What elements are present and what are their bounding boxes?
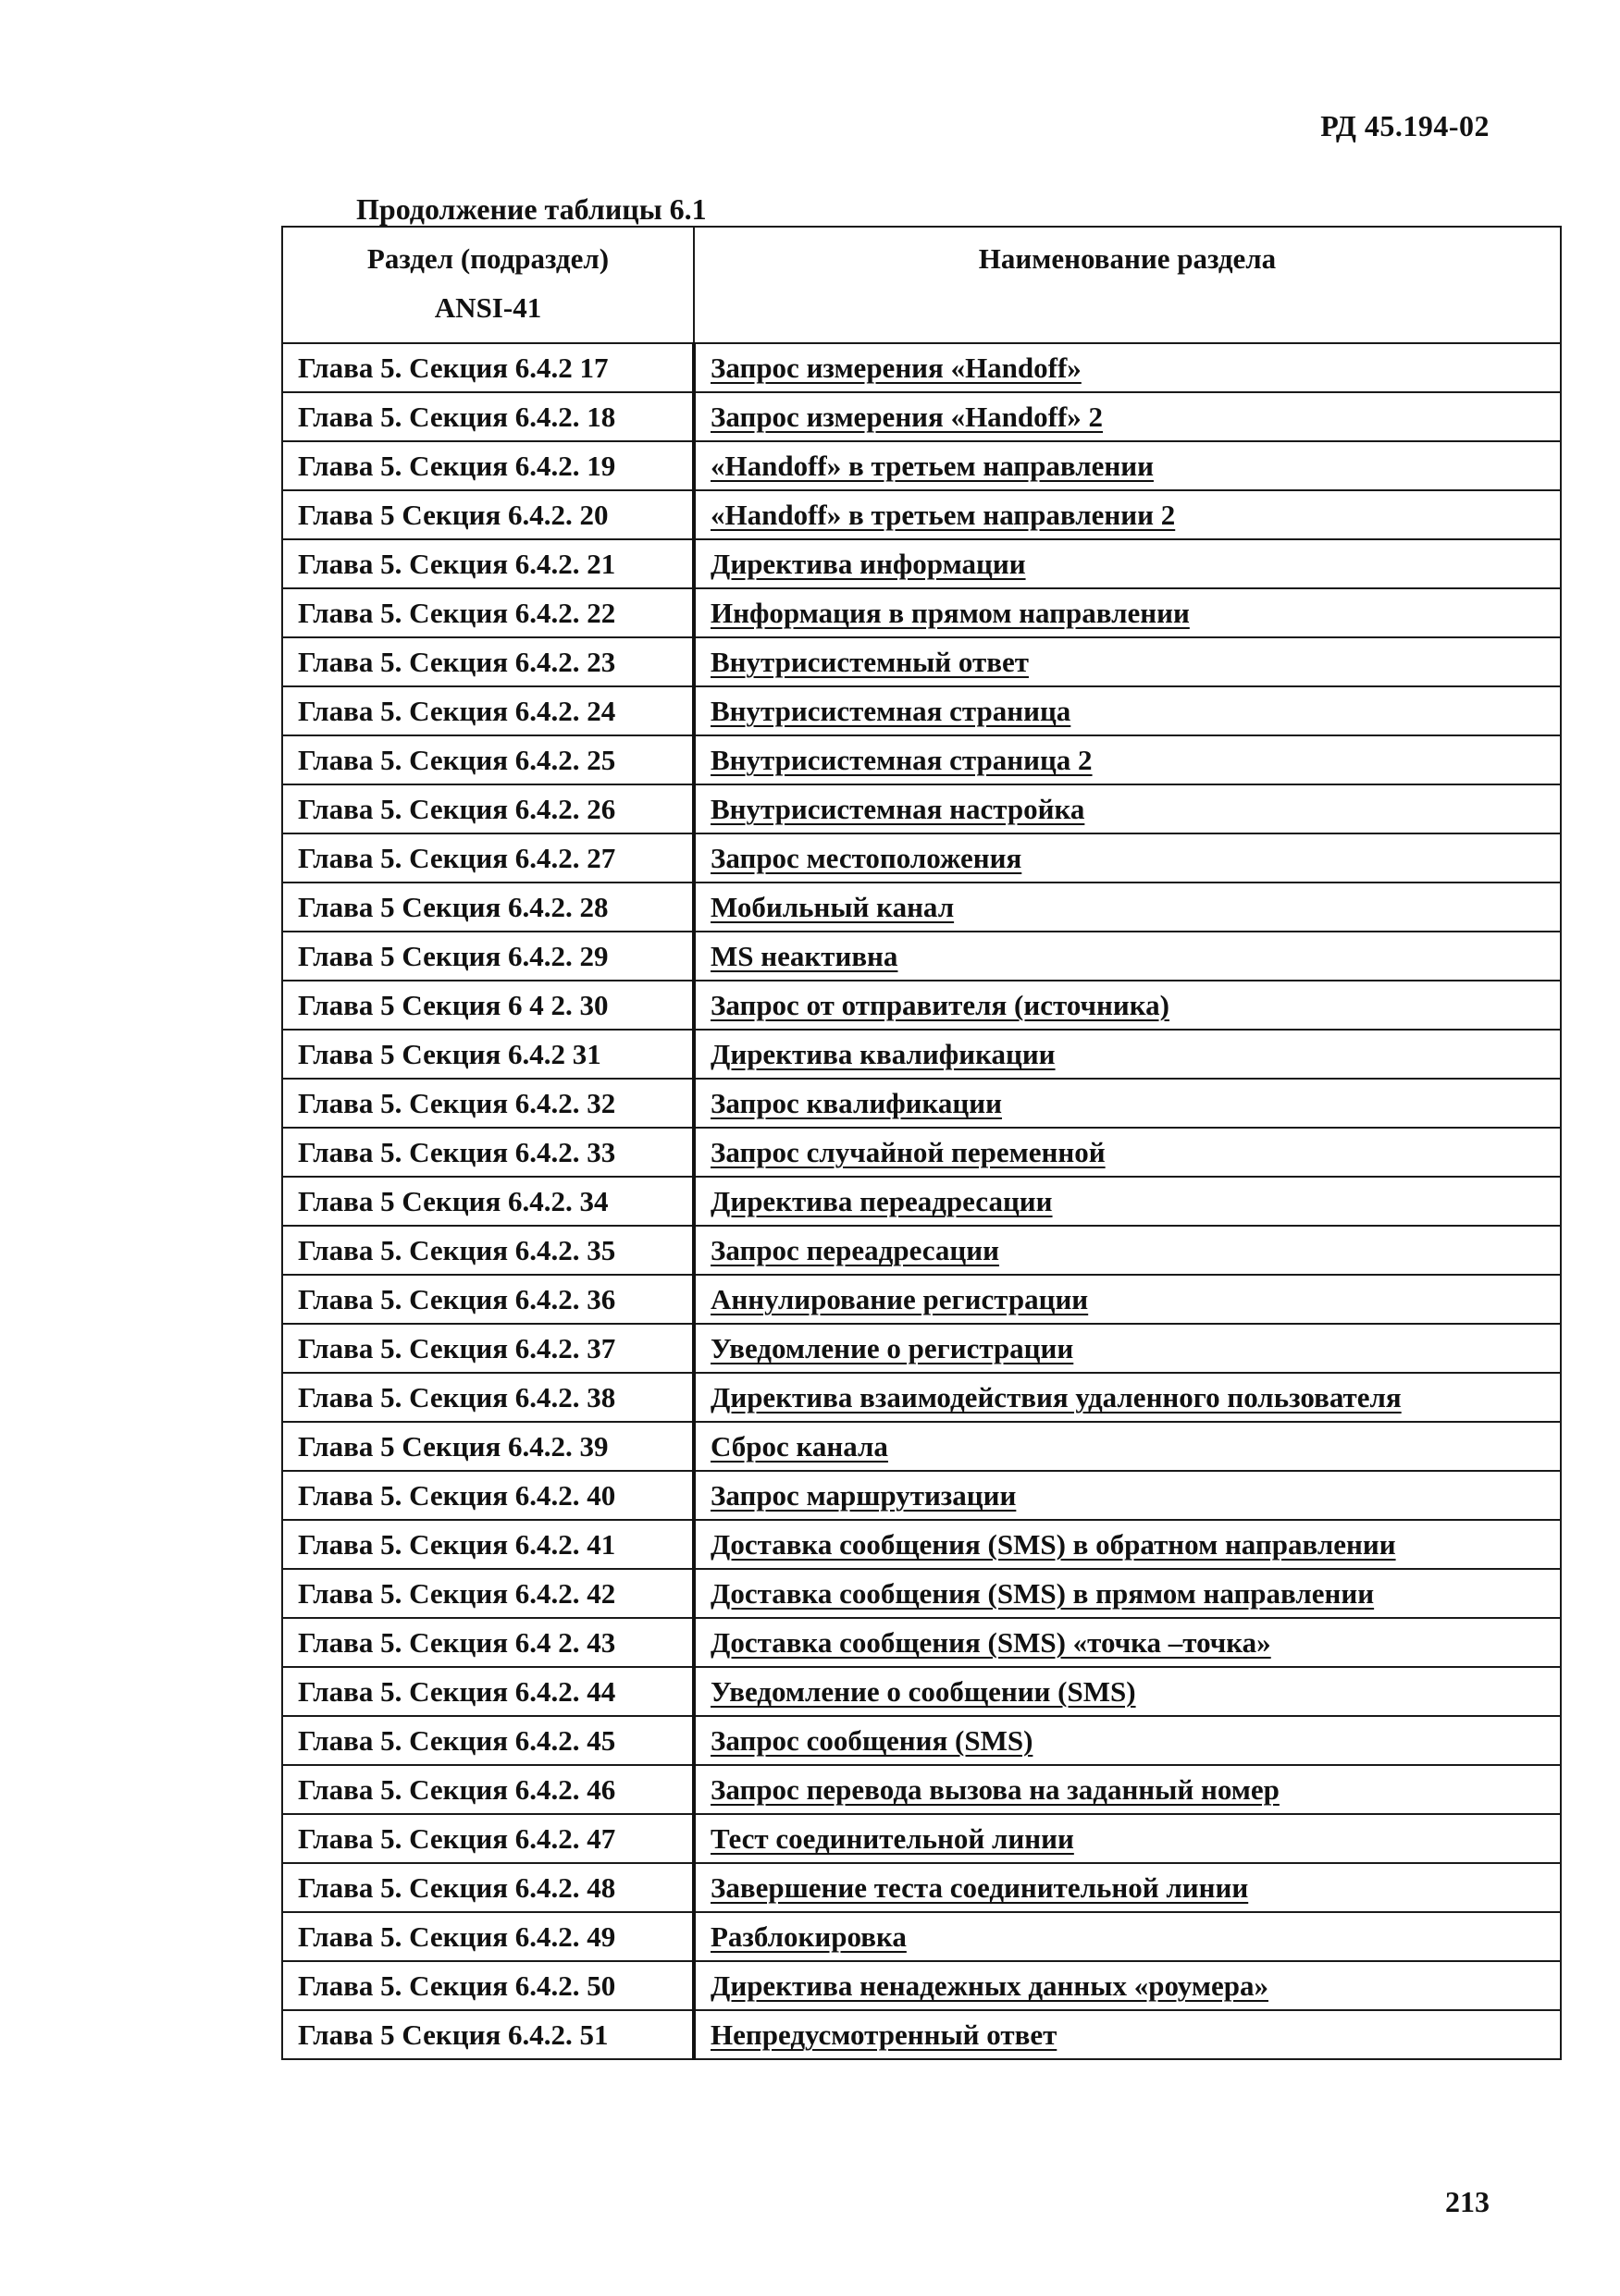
section-name-text: Запрос сообщения (SMS)	[711, 1724, 1033, 1757]
section-reference-cell: Глава 5. Секция 6.4.2. 21	[282, 539, 694, 588]
table-row	[282, 1667, 1561, 1716]
section-reference-cell: Глава 5 Секция 6.4.2. 34	[282, 1177, 694, 1226]
section-name-cell	[694, 833, 1561, 883]
table-row	[282, 1520, 1561, 1569]
section-name-text: Запрос местоположения	[711, 842, 1022, 874]
table-row	[282, 490, 1561, 539]
section-name-cell	[694, 637, 1561, 686]
section-name-cell	[694, 1961, 1561, 2010]
section-name-cell	[694, 1471, 1561, 1520]
section-reference-cell: Глава 5. Секция 6.4.2. 36	[282, 1275, 694, 1324]
section-reference-cell: Глава 5. Секция 6.4.2. 23	[282, 637, 694, 686]
section-name-text: Мобильный канал	[711, 891, 955, 923]
section-name-cell	[694, 1912, 1561, 1961]
section-reference-cell: Глава 5. Секция 6.4.2. 35	[282, 1226, 694, 1275]
table-row	[282, 1275, 1561, 1324]
section-name-text: Запрос случайной переменной	[711, 1136, 1106, 1168]
section-reference-cell: Глава 5. Секция 6.4.2 17	[282, 343, 694, 392]
section-reference-cell: Глава 5. Секция 6.4.2. 40	[282, 1471, 694, 1520]
section-name-text: Запрос перевода вызова на заданный номер	[711, 1773, 1280, 1806]
section-name-text: Доставка сообщения (SMS) «точка –точка»	[711, 1626, 1271, 1659]
section-reference-cell: Глава 5. Секция 6.4.2. 42	[282, 1569, 694, 1618]
section-reference-cell: Глава 5. Секция 6.4.2. 45	[282, 1716, 694, 1765]
section-reference-cell: Глава 5. Секция 6.4.2. 27	[282, 833, 694, 883]
page-number: 213	[1445, 2185, 1490, 2218]
table-row	[282, 1079, 1561, 1128]
section-reference-cell: Глава 5. Секция 6.4.2. 46	[282, 1765, 694, 1814]
section-name-text: Уведомление о регистрации	[711, 1332, 1074, 1364]
column-header-section	[282, 227, 694, 343]
section-reference-cell: Глава 5. Секция 6.4.2. 37	[282, 1324, 694, 1373]
section-name-cell	[694, 735, 1561, 784]
section-reference-cell: Глава 5. Секция 6.4.2. 33	[282, 1128, 694, 1177]
table-row	[282, 1912, 1561, 1961]
section-name-cell	[694, 588, 1561, 637]
section-name-text: Директива переадресации	[711, 1185, 1053, 1217]
section-name-text: Доставка сообщения (SMS) в обратном направлении	[711, 1528, 1396, 1561]
section-name-cell	[694, 392, 1561, 441]
section-reference-cell: Глава 5 Секция 6.4.2. 20	[282, 490, 694, 539]
section-name-text: Внутрисистемная страница 2	[711, 744, 1093, 776]
table-row	[282, 1569, 1561, 1618]
section-reference-cell: Глава 5. Секция 6.4.2. 26	[282, 784, 694, 833]
section-reference-cell: Глава 5 Секция 6.4.2. 39	[282, 1422, 694, 1471]
section-name-cell	[694, 441, 1561, 490]
section-reference-cell: Глава 5. Секция 6.4.2. 50	[282, 1961, 694, 2010]
table-row	[282, 1422, 1561, 1471]
section-name-text: Внутрисистемный ответ	[711, 646, 1029, 678]
table-row	[282, 637, 1561, 686]
table-row	[282, 784, 1561, 833]
section-name-cell	[694, 1030, 1561, 1079]
section-name-text: Запрос от отправителя (источника)	[711, 989, 1169, 1021]
section-reference-cell: Глава 5 Секция 6.4.2. 29	[282, 932, 694, 981]
section-name-cell	[694, 1569, 1561, 1618]
column-header-name: Наименование раздела	[694, 227, 1561, 343]
table-row	[282, 883, 1561, 932]
section-name-cell	[694, 1324, 1561, 1373]
section-name-text: Запрос переадресации	[711, 1234, 999, 1266]
section-name-text: Уведомление о сообщении (SMS)	[711, 1675, 1136, 1708]
column-header-section-line2: ANSI-41	[434, 291, 542, 324]
section-name-text: Сброс канала	[711, 1430, 888, 1463]
section-name-cell	[694, 1275, 1561, 1324]
section-name-text: Внутрисистемная настройка	[711, 793, 1085, 825]
table-row	[282, 1226, 1561, 1275]
column-header-section-line1: Раздел (подраздел)	[366, 242, 610, 275]
section-name-cell	[694, 539, 1561, 588]
section-name-cell	[694, 784, 1561, 833]
section-reference-cell: Глава 5. Секция 6.4.2. 41	[282, 1520, 694, 1569]
section-name-text: «Handoff» в третьем направлении 2	[711, 499, 1176, 531]
section-name-cell	[694, 1814, 1561, 1863]
section-reference-cell: Глава 5. Секция 6.4.2. 49	[282, 1912, 694, 1961]
table-row	[282, 1765, 1561, 1814]
section-name-text: Директива ненадежных данных «роумера»	[711, 1969, 1268, 2002]
section-name-cell	[694, 1128, 1561, 1177]
section-name-cell	[694, 1520, 1561, 1569]
section-name-text: Доставка сообщения (SMS) в прямом направлении	[711, 1577, 1375, 1610]
section-name-text: Тест соединительной линии	[711, 1822, 1074, 1855]
section-name-cell	[694, 932, 1561, 981]
table-row	[282, 981, 1561, 1030]
section-name-cell	[694, 1765, 1561, 1814]
section-reference-cell: Глава 5 Секция 6.4.2 31	[282, 1030, 694, 1079]
table-row	[282, 1961, 1561, 2010]
section-reference-cell: Глава 5. Секция 6.4.2. 22	[282, 588, 694, 637]
section-name-text: Директива квалификации	[711, 1038, 1056, 1070]
table-row	[282, 1177, 1561, 1226]
section-reference-cell: Глава 5. Секция 6.4.2. 32	[282, 1079, 694, 1128]
section-name-text: Аннулирование регистрации	[711, 1283, 1089, 1315]
table-row	[282, 833, 1561, 883]
table-row	[282, 1618, 1561, 1667]
section-name-cell	[694, 1177, 1561, 1226]
section-name-cell	[694, 1079, 1561, 1128]
table-row	[282, 1030, 1561, 1079]
section-name-text: Директива информации	[711, 548, 1026, 580]
table-row	[282, 1373, 1561, 1422]
section-name-cell	[694, 1422, 1561, 1471]
table-row	[282, 686, 1561, 735]
table-row	[282, 1863, 1561, 1912]
section-name-text: Запрос маршрутизации	[711, 1479, 1017, 1512]
sections-table	[281, 226, 1562, 2060]
table-row	[282, 441, 1561, 490]
section-name-cell	[694, 343, 1561, 392]
section-name-text: Директива взаимодействия удаленного пользователя	[711, 1381, 1402, 1413]
section-name-cell	[694, 1667, 1561, 1716]
section-reference-cell: Глава 5. Секция 6.4.2. 24	[282, 686, 694, 735]
table-row	[282, 1814, 1561, 1863]
section-reference-cell: Глава 5. Секция 6.4.2. 47	[282, 1814, 694, 1863]
table-row	[282, 1716, 1561, 1765]
table-row	[282, 588, 1561, 637]
section-name-text: Внутрисистемная страница	[711, 695, 1071, 727]
section-name-text: «Handoff» в третьем направлении	[711, 450, 1154, 482]
section-name-cell	[694, 1863, 1561, 1912]
section-reference-cell: Глава 5. Секция 6.4.2. 25	[282, 735, 694, 784]
section-reference-cell: Глава 5. Секция 6.4.2. 48	[282, 1863, 694, 1912]
section-name-cell	[694, 981, 1561, 1030]
section-name-cell	[694, 686, 1561, 735]
section-name-cell	[694, 2010, 1561, 2059]
section-name-text: Завершение теста соединительной линии	[711, 1871, 1249, 1904]
document-code: РД 45.194-02	[1320, 109, 1490, 142]
section-reference-cell: Глава 5. Секция 6.4 2. 43	[282, 1618, 694, 1667]
table-row	[282, 1128, 1561, 1177]
table-row	[282, 343, 1561, 392]
table-row	[282, 735, 1561, 784]
section-reference-cell: Глава 5 Секция 6.4.2. 51	[282, 2010, 694, 2059]
section-reference-cell: Глава 5. Секция 6.4.2. 19	[282, 441, 694, 490]
table-caption: Продолжение таблицы 6.1	[356, 192, 707, 226]
section-name-cell	[694, 490, 1561, 539]
table-row	[282, 539, 1561, 588]
table-row	[282, 2010, 1561, 2059]
table-row	[282, 932, 1561, 981]
section-reference-cell: Глава 5. Секция 6.4.2. 44	[282, 1667, 694, 1716]
section-name-cell	[694, 1618, 1561, 1667]
section-name-text: Разблокировка	[711, 1920, 907, 1953]
section-name-text: Непредусмотренный ответ	[711, 2018, 1057, 2051]
section-name-text: MS неактивна	[711, 940, 898, 972]
table-header-row	[282, 227, 1561, 343]
section-name-cell	[694, 1716, 1561, 1765]
section-name-text: Информация в прямом направлении	[711, 597, 1190, 629]
section-name-text: Запрос измерения «Handoff»	[711, 352, 1082, 384]
section-reference-cell: Глава 5. Секция 6.4.2. 18	[282, 392, 694, 441]
section-name-cell	[694, 883, 1561, 932]
section-name-cell	[694, 1373, 1561, 1422]
table-row	[282, 392, 1561, 441]
section-name-cell	[694, 1226, 1561, 1275]
table-row	[282, 1471, 1561, 1520]
section-name-text: Запрос квалификации	[711, 1087, 1002, 1119]
section-name-text: Запрос измерения «Handoff» 2	[711, 401, 1104, 433]
table-row	[282, 1324, 1561, 1373]
section-reference-cell: Глава 5. Секция 6.4.2. 38	[282, 1373, 694, 1422]
section-reference-cell: Глава 5 Секция 6.4.2. 28	[282, 883, 694, 932]
section-reference-cell: Глава 5 Секция 6 4 2. 30	[282, 981, 694, 1030]
